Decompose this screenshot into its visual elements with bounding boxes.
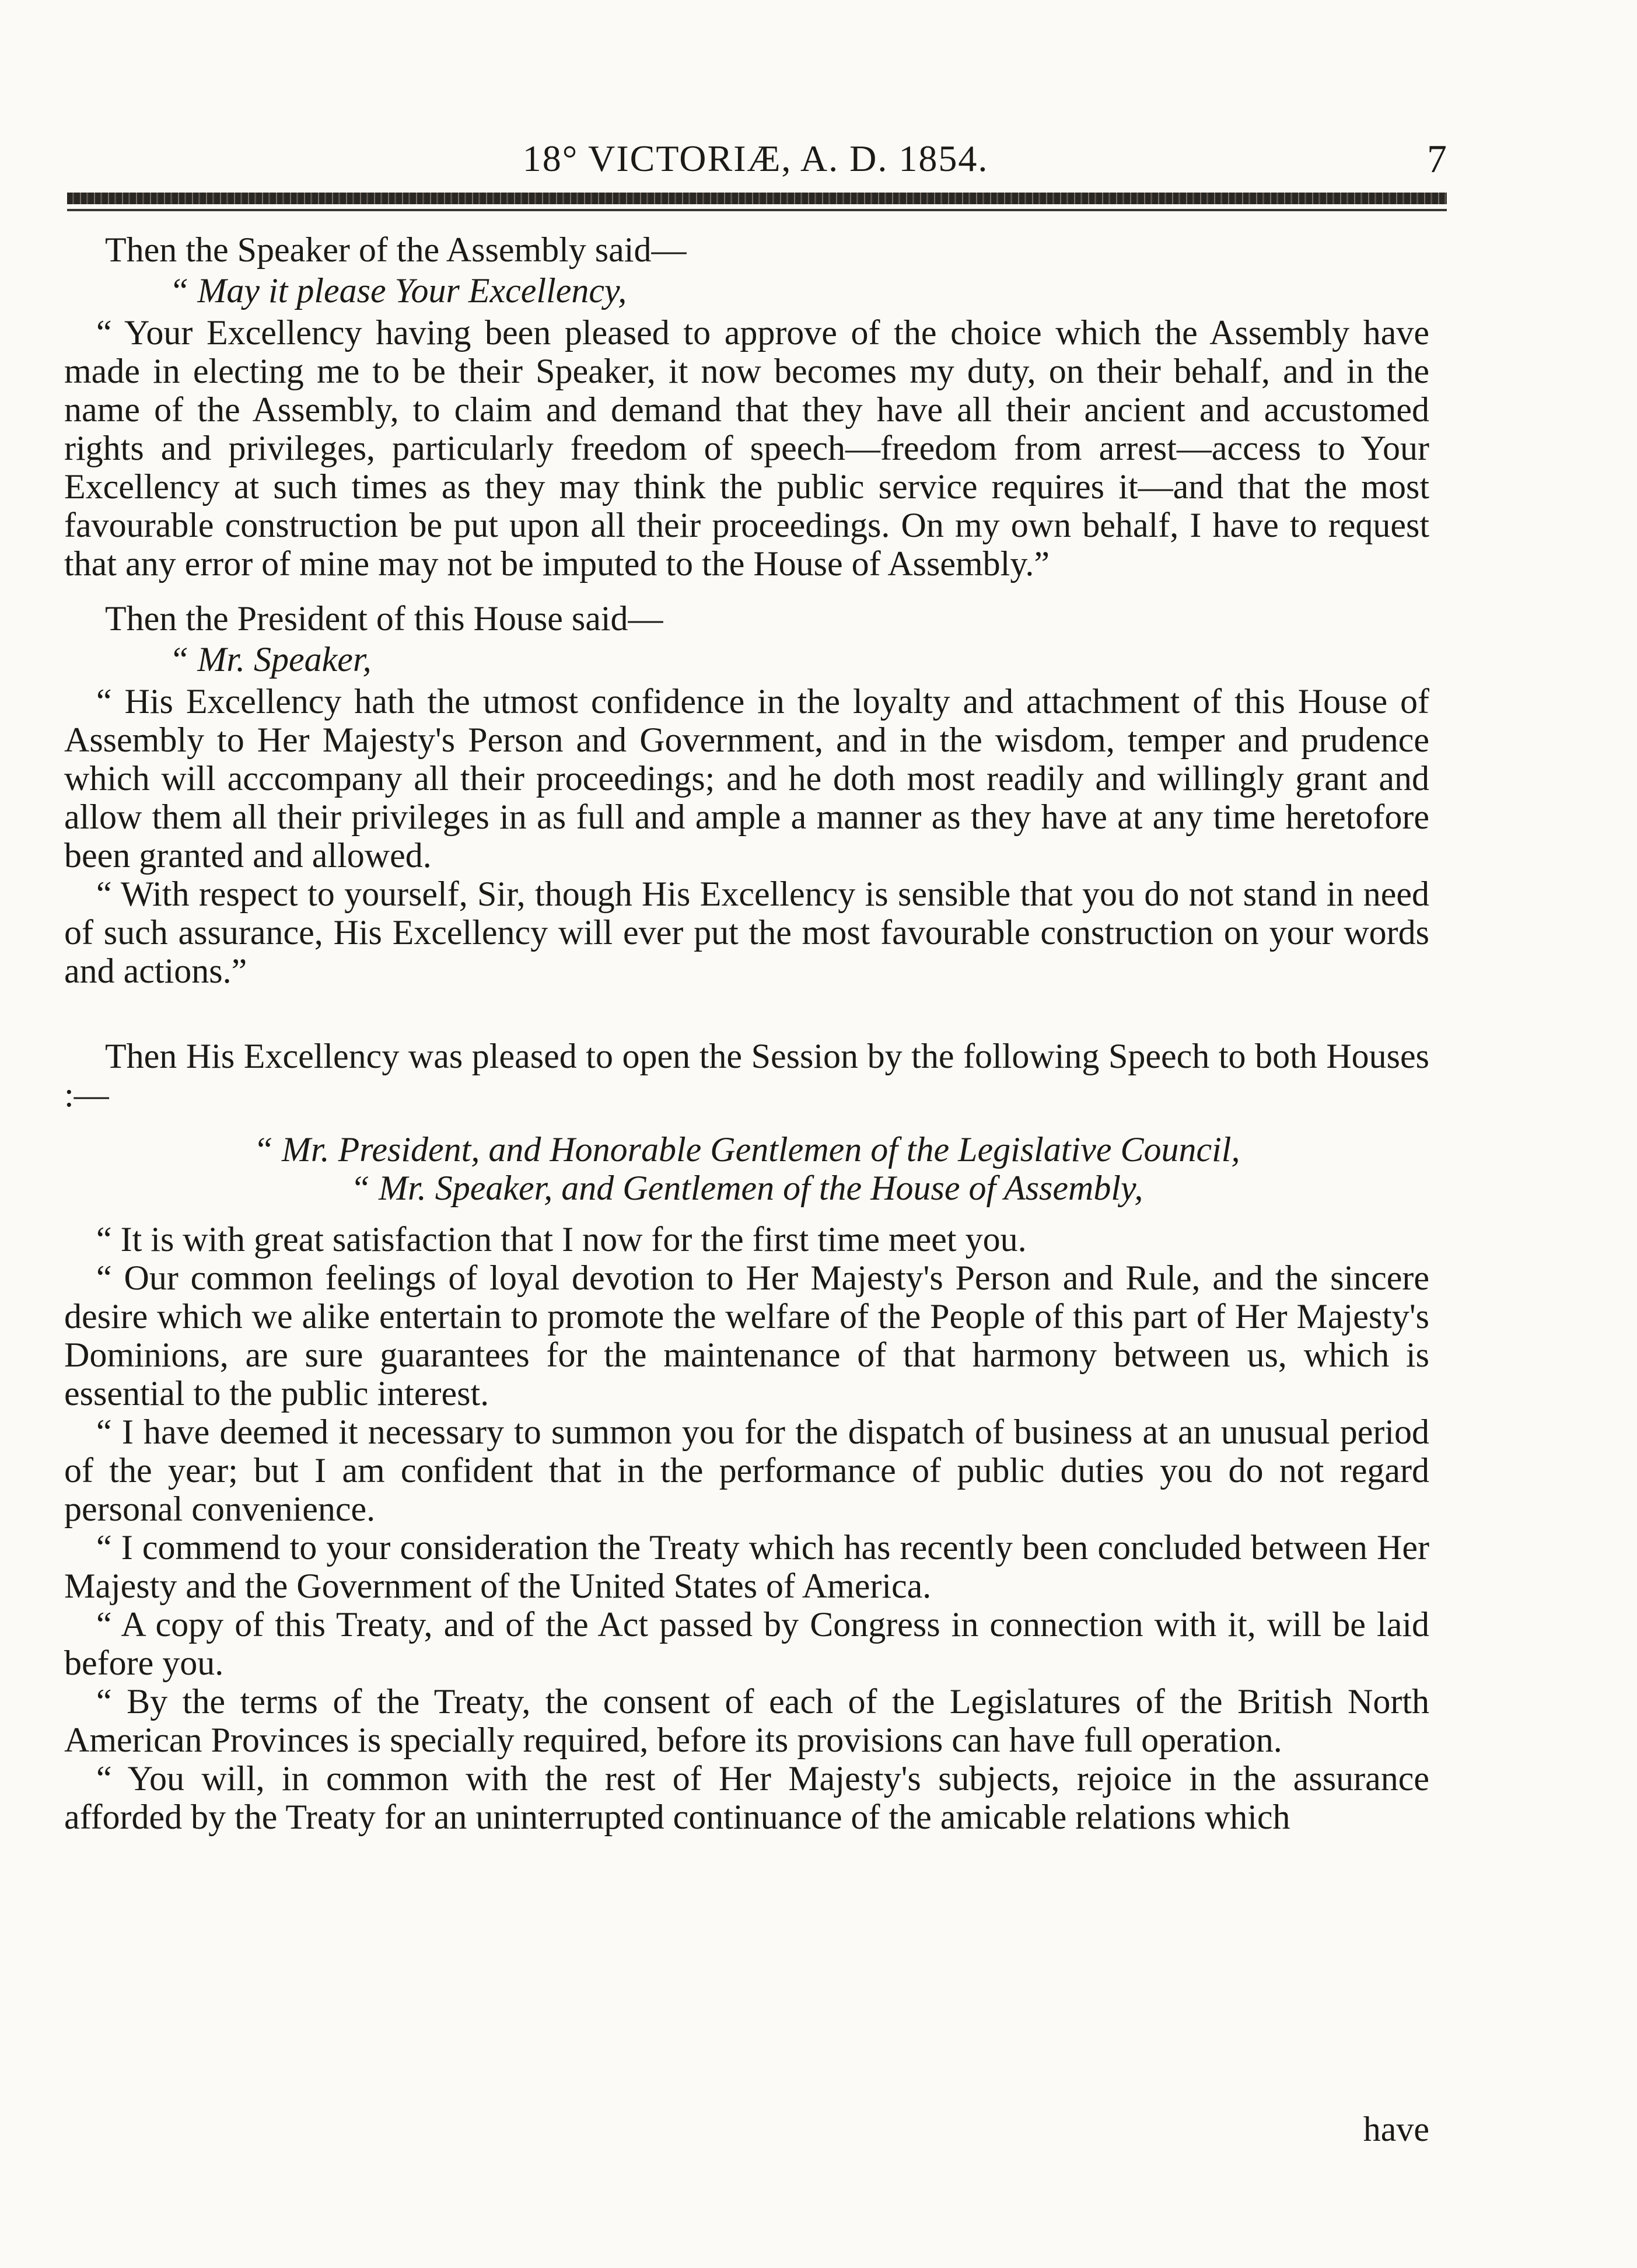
speech-paragraph: “ It is with great satisfaction that I now for the first time meet you. bbox=[96, 1220, 1027, 1259]
excellency-intro: Then His Excellency was pleased to open the Session by the following Speech to both Houses :— bbox=[64, 1037, 1429, 1114]
catchword: have bbox=[1363, 2110, 1429, 2148]
speech-paragraph: “ By the terms of the Treaty, the consent of each of the Legislatures of the British North American Provinces is specially required, before its provisions can have full operation. bbox=[64, 1682, 1429, 1759]
running-title: 18° VICTORIÆ, A. D. 1854. bbox=[522, 138, 989, 179]
president-reply-paragraph: “ His Excellency hath the utmost confidence in the loyalty and attachment of this House of Assembly to Her Majesty's Person and Government, and in the wisdom, temper and prudence which will acccompany all their proceedings; and he doth most readily and willingly grant and allow them all their privileges in as full and ample a manner as they have at any time heretofore been granted and allowed. bbox=[64, 682, 1429, 875]
speaker-speech: “ Your Excellency having been pleased to approve of the choice which the Assembly have made in electing me to be their Speaker, it now becomes my duty, on their behalf, and in the name of the Assembly, to claim and demand that they have all their ancient and accustomed rights and privileges, particularly freedom of speech—freedom from arrest—access to Your Excellency at such times as they may think the public service requires it—and that the most favourable construction be put upon all their proceedings. On my own behalf, I have to request that any error of mine may not be imputed to the House of Assembly.” bbox=[64, 313, 1429, 583]
speech-paragraph: “ I have deemed it necessary to summon you for the dispatch of business at an unusual period of the year; but I am confident that in the performance of public duties you do not regard personal convenience. bbox=[64, 1413, 1429, 1528]
speech-paragraph: “ You will, in common with the rest of Her Majesty's subjects, rejoice in the assurance afforded by the Treaty for an uninterrupted continuance of the amicable relations which bbox=[64, 1759, 1429, 1836]
header-rule bbox=[67, 193, 1447, 204]
page-number: 7 bbox=[1427, 137, 1447, 181]
page-body bbox=[64, 230, 1429, 1836]
president-reply-paragraph: “ With respect to yourself, Sir, though His Excellency is sensible that you do not stand in need of such assurance, His Excellency will ever put the most favourable construction on your words and actions.” bbox=[64, 875, 1429, 990]
speech-paragraph: “ I commend to your consideration the Treaty which has recently been concluded between Her Majesty and the Government of the United States of America. bbox=[64, 1528, 1429, 1605]
speech-address-council: “ Mr. President, and Honorable Gentlemen of the Legislative Council, bbox=[253, 1130, 1240, 1169]
speech-paragraph: “ A copy of this Treaty, and of the Act passed by Congress in connection with it, will be laid before you. bbox=[64, 1605, 1429, 1682]
president-salutation: “ Mr. Speaker, bbox=[169, 640, 372, 679]
header-rule-thin bbox=[67, 209, 1447, 211]
speech-paragraph: “ Our common feelings of loyal devotion to Her Majesty's Person and Rule, and the sincere desire which we alike entertain to promote the welfare of the People of this part of Her Majesty's Dominions, are sure guarantees for the maintenance of that harmony between us, which is essential to the public interest. bbox=[64, 1259, 1429, 1413]
speaker-salutation: “ May it please Your Excellency, bbox=[169, 271, 627, 310]
speaker-intro: Then the Speaker of the Assembly said— bbox=[105, 230, 687, 269]
speech-address-assembly: “ Mr. Speaker, and Gentlemen of the House of Assembly, bbox=[350, 1169, 1143, 1207]
page-header bbox=[64, 125, 1447, 190]
president-intro: Then the President of this House said— bbox=[105, 599, 663, 638]
